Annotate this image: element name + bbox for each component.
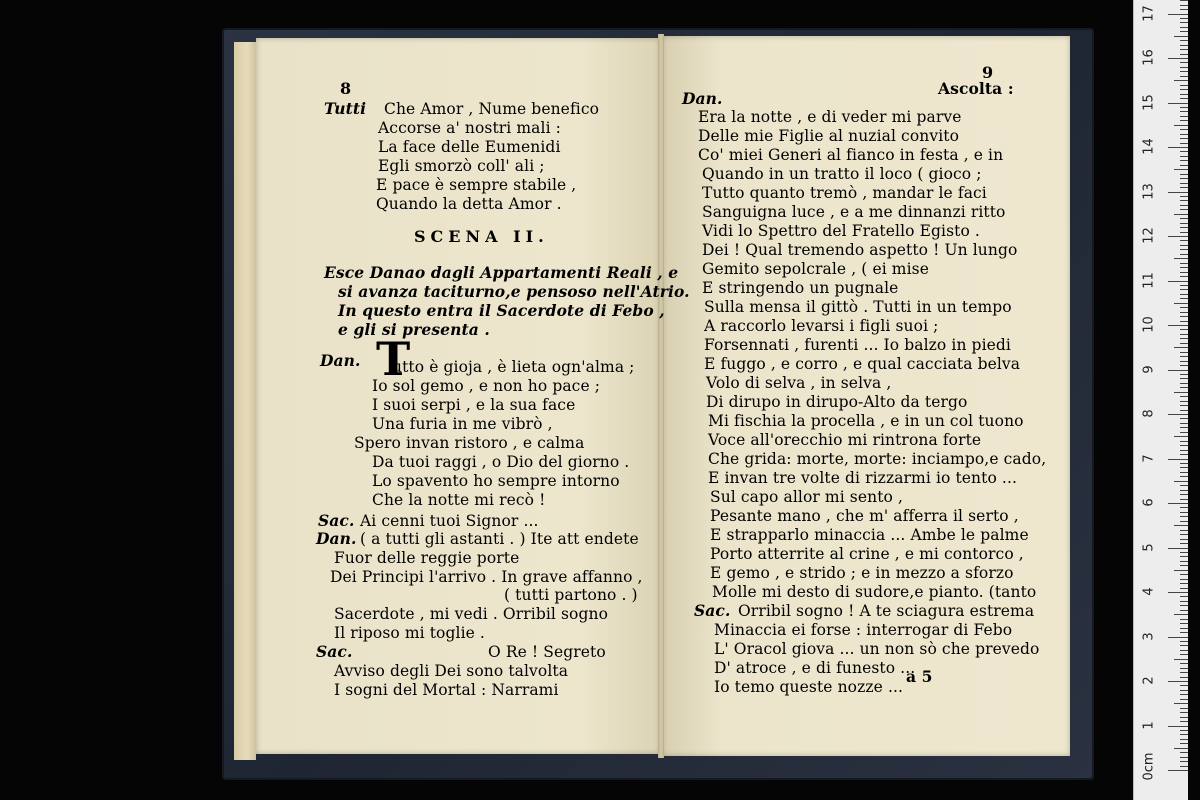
ruler-tick bbox=[1174, 436, 1188, 437]
ruler-tick bbox=[1180, 0, 1188, 1]
ruler-tick bbox=[1180, 494, 1188, 495]
ruler-tick bbox=[1180, 641, 1188, 642]
right-page-line: Mi fischia la procella , e in un col tuono bbox=[708, 412, 1024, 430]
ruler-tick bbox=[1180, 463, 1188, 464]
ruler-tick bbox=[1180, 401, 1188, 402]
left-page-line: Il riposo mi toglie . bbox=[334, 624, 485, 642]
ruler-tick bbox=[1180, 312, 1188, 313]
left-page-line: ( a tutti gli astanti . ) Ite att endete bbox=[360, 530, 639, 548]
ruler-tick bbox=[1180, 668, 1188, 669]
left-page-line: Dan. bbox=[320, 351, 361, 370]
right-page-line: Pesante mano , che m' afferra il serto , bbox=[710, 507, 1019, 525]
ruler-tick bbox=[1180, 530, 1188, 531]
book-gutter bbox=[658, 34, 664, 758]
right-page-line: Minaccia ei forse : interrogar di Febo bbox=[714, 621, 1013, 639]
ruler-tick bbox=[1180, 218, 1188, 219]
catchword-top: Ascolta : bbox=[938, 79, 1014, 98]
ruler-tick bbox=[1180, 387, 1188, 388]
ruler-tick bbox=[1180, 454, 1188, 455]
ruler-tick bbox=[1180, 677, 1188, 678]
ruler-tick bbox=[1180, 650, 1188, 651]
ruler-tick bbox=[1174, 703, 1188, 704]
right-page-line: Sul capo allor mi sento , bbox=[710, 488, 904, 506]
ruler-tick bbox=[1180, 183, 1188, 184]
right-page-line: Delle mie Figlie al nuzial convito bbox=[698, 127, 960, 145]
left-page-line: Lo spavento ho sempre intorno bbox=[372, 472, 620, 490]
ruler-tick bbox=[1180, 739, 1188, 740]
ruler-tick bbox=[1180, 67, 1188, 68]
ruler-tick bbox=[1180, 521, 1188, 522]
ruler-tick bbox=[1180, 334, 1188, 335]
left-page-line: Fuor delle reggie porte bbox=[334, 549, 520, 567]
ruler-tick bbox=[1174, 748, 1188, 749]
ruler-tick bbox=[1180, 276, 1188, 277]
right-page-line: Sac. bbox=[694, 601, 731, 620]
ruler-number: 6 bbox=[1141, 498, 1157, 507]
ruler-tick bbox=[1180, 596, 1188, 597]
ruler-tick bbox=[1180, 708, 1188, 709]
ruler-tick bbox=[1180, 232, 1188, 233]
ruler-number: 16 bbox=[1141, 49, 1157, 66]
ruler-tick bbox=[1174, 392, 1188, 393]
ruler-number: 9 bbox=[1141, 364, 1157, 374]
ruler-tick bbox=[1180, 254, 1188, 255]
ruler-tick bbox=[1168, 236, 1188, 237]
left-page-line: Io sol gemo , e non ho pace ; bbox=[372, 377, 601, 395]
ruler-tick bbox=[1168, 548, 1188, 549]
measuring-ruler bbox=[1133, 0, 1188, 800]
ruler-tick bbox=[1180, 721, 1188, 722]
ruler-tick bbox=[1180, 752, 1188, 753]
right-page-line: D' atroce , e di funesto ... bbox=[714, 659, 916, 677]
left-page-line: Esce Danao dagli Appartamenti Reali , e bbox=[324, 263, 679, 282]
ruler-tick bbox=[1168, 681, 1188, 682]
right-page-line: Vidi lo Spettro del Fratello Egisto . bbox=[702, 222, 980, 240]
ruler-tick bbox=[1180, 294, 1188, 295]
ruler-tick bbox=[1180, 200, 1188, 201]
ruler-tick bbox=[1180, 285, 1188, 286]
ruler-tick bbox=[1180, 601, 1188, 602]
ruler-tick bbox=[1180, 116, 1188, 117]
ruler-tick bbox=[1180, 85, 1188, 86]
ruler-tick bbox=[1174, 214, 1188, 215]
ruler-tick bbox=[1180, 654, 1188, 655]
ruler-tick bbox=[1174, 614, 1188, 615]
ruler-tick bbox=[1180, 272, 1188, 273]
ruler-number: 4 bbox=[1141, 587, 1157, 596]
ruler-tick bbox=[1180, 298, 1188, 299]
left-page-line: Ai cenni tuoi Signor ... bbox=[360, 512, 539, 530]
right-page-line: L' Oracol giova ... un non sò che prevedo bbox=[714, 640, 1040, 658]
ruler-tick bbox=[1180, 699, 1188, 700]
ruler-tick bbox=[1180, 672, 1188, 673]
right-page-line: E fuggo , e corro , e qual cacciata belva bbox=[704, 355, 1021, 373]
left-page-line: O Re ! Segreto bbox=[488, 643, 606, 661]
right-page-line: Porto atterrite al crine , e mi contorco , bbox=[710, 545, 1024, 563]
ruler-tick bbox=[1180, 583, 1188, 584]
right-page-line: Dan. bbox=[682, 89, 723, 108]
left-page-line: T bbox=[376, 332, 411, 386]
right-page-line: E gemo , e strido ; e in mezzo a sforzo bbox=[710, 564, 1014, 582]
right-page-line: Gemito sepolcrale , ( ei mise bbox=[702, 260, 929, 278]
ruler-tick bbox=[1180, 507, 1188, 508]
left-page-line: Che la notte mi recò ! bbox=[372, 491, 546, 509]
ruler-tick bbox=[1180, 467, 1188, 468]
right-page-line: E invan tre volte di rizzarmi io tento ... bbox=[708, 469, 1018, 487]
ruler-tick bbox=[1174, 125, 1188, 126]
ruler-tick bbox=[1180, 321, 1188, 322]
ruler-number: 14 bbox=[1141, 138, 1157, 155]
ruler-tick bbox=[1180, 138, 1188, 139]
ruler-tick bbox=[1180, 245, 1188, 246]
ruler-tick bbox=[1168, 281, 1188, 282]
ruler-tick bbox=[1180, 450, 1188, 451]
ruler-number: 7 bbox=[1141, 453, 1157, 463]
left-page-line: Una furia in me vibrò , bbox=[372, 415, 553, 433]
ruler-tick bbox=[1180, 94, 1188, 95]
ruler-tick bbox=[1180, 174, 1188, 175]
right-page-line: Che grida: morte, morte: inciampo,e cado, bbox=[708, 450, 1047, 468]
left-page-line: Accorse a' nostri mali : bbox=[378, 119, 561, 137]
right-page-line: Volo di selva , in selva , bbox=[706, 374, 892, 392]
left-page-line: e gli si presenta . bbox=[338, 320, 490, 339]
ruler-tick bbox=[1180, 730, 1188, 731]
ruler-tick bbox=[1180, 499, 1188, 500]
ruler-tick bbox=[1180, 76, 1188, 77]
ruler-tick bbox=[1168, 192, 1188, 193]
ruler-tick bbox=[1180, 156, 1188, 157]
ruler-tick bbox=[1180, 165, 1188, 166]
ruler-tick bbox=[1180, 632, 1188, 633]
ruler-tick bbox=[1174, 169, 1188, 170]
ruler-tick bbox=[1180, 423, 1188, 424]
ruler-tick bbox=[1180, 378, 1188, 379]
ruler-number: 2 bbox=[1141, 676, 1157, 685]
signature-mark: a 5 bbox=[906, 667, 933, 686]
ruler-tick bbox=[1180, 352, 1188, 353]
ruler-tick bbox=[1180, 329, 1188, 330]
ruler-tick bbox=[1180, 441, 1188, 442]
ruler-number: 15 bbox=[1141, 93, 1157, 111]
ruler-tick bbox=[1180, 209, 1188, 210]
ruler-tick bbox=[1180, 539, 1188, 540]
ruler-tick bbox=[1180, 543, 1188, 544]
ruler-tick bbox=[1168, 592, 1188, 593]
ruler-tick bbox=[1180, 490, 1188, 491]
ruler-tick bbox=[1180, 45, 1188, 46]
ruler-tick bbox=[1180, 267, 1188, 268]
ruler-tick bbox=[1180, 160, 1188, 161]
ruler-tick bbox=[1168, 414, 1188, 415]
ruler-tick bbox=[1180, 694, 1188, 695]
ruler-tick bbox=[1180, 766, 1188, 767]
ruler-tick bbox=[1180, 476, 1188, 477]
left-page-line: In questo entra il Sacerdote di Febo , bbox=[338, 301, 665, 320]
right-page-line: Dei ! Qual tremendo aspetto ! Un lungo bbox=[702, 241, 1018, 259]
ruler-tick bbox=[1180, 445, 1188, 446]
ruler-number: 1 bbox=[1141, 720, 1157, 730]
ruler-tick bbox=[1180, 432, 1188, 433]
ruler-tick bbox=[1168, 325, 1188, 326]
ruler-tick bbox=[1180, 31, 1188, 32]
ruler-tick bbox=[1180, 27, 1188, 28]
ruler-tick bbox=[1174, 258, 1188, 259]
right-page-line: Sulla mensa il gittò . Tutti in un tempo bbox=[704, 298, 1012, 316]
ruler-number: 12 bbox=[1141, 227, 1157, 244]
ruler-tick bbox=[1180, 249, 1188, 250]
left-page-line: SCENA II. bbox=[414, 227, 549, 246]
ruler-unit-label: 0cm bbox=[1141, 752, 1157, 781]
ruler-tick bbox=[1180, 396, 1188, 397]
ruler-tick bbox=[1180, 307, 1188, 308]
right-page-line: A raccorlo levarsi i figli suoi ; bbox=[704, 317, 939, 335]
ruler-tick bbox=[1168, 147, 1188, 148]
left-page-line: Tutti bbox=[324, 99, 367, 118]
left-page-line: I suoi serpi , e la sua face bbox=[372, 396, 576, 414]
left-page-line: E pace è sempre stabile , bbox=[376, 176, 577, 194]
ruler-tick bbox=[1180, 263, 1188, 264]
ruler-tick bbox=[1168, 459, 1188, 460]
ruler-tick bbox=[1180, 205, 1188, 206]
ruler-tick bbox=[1180, 316, 1188, 317]
ruler-tick bbox=[1180, 129, 1188, 130]
ruler-tick bbox=[1174, 525, 1188, 526]
ruler-tick bbox=[1180, 383, 1188, 384]
right-page-number: 9 bbox=[982, 63, 994, 82]
ruler-tick bbox=[1180, 534, 1188, 535]
right-page-line: Voce all'orecchio mi rintrona forte bbox=[708, 431, 982, 449]
ruler-tick bbox=[1168, 370, 1188, 371]
left-page-line: La face delle Eumenidi bbox=[378, 138, 561, 156]
ruler-tick bbox=[1180, 98, 1188, 99]
ruler-number: 11 bbox=[1141, 271, 1157, 289]
right-page-line: Quando in un tratto il loco ( gioco ; bbox=[702, 165, 982, 183]
ruler-tick bbox=[1180, 472, 1188, 473]
left-page-line: Dei Principi l'arrivo . In grave affanno , bbox=[330, 568, 643, 586]
ruler-tick bbox=[1174, 481, 1188, 482]
ruler-tick bbox=[1180, 574, 1188, 575]
right-page-line: Orribil sogno ! A te sciagura estrema bbox=[738, 602, 1035, 620]
ruler-tick bbox=[1180, 588, 1188, 589]
ruler-tick bbox=[1180, 712, 1188, 713]
ruler-tick bbox=[1168, 503, 1188, 504]
ruler-number: 8 bbox=[1141, 409, 1157, 418]
ruler-tick bbox=[1180, 22, 1188, 23]
ruler-tick bbox=[1180, 62, 1188, 63]
ruler-tick bbox=[1180, 685, 1188, 686]
ruler-tick bbox=[1180, 628, 1188, 629]
ruler-tick bbox=[1180, 151, 1188, 152]
ruler-tick bbox=[1180, 552, 1188, 553]
ruler-tick bbox=[1168, 637, 1188, 638]
ruler-tick bbox=[1180, 361, 1188, 362]
right-page-line: E strapparlo minaccia ... Ambe le palme bbox=[710, 526, 1029, 544]
ruler-tick bbox=[1180, 717, 1188, 718]
left-page-line: si avanza taciturno,e pensoso nell'Atrio. bbox=[338, 282, 690, 301]
left-page-line: utto è gioja , è lieta ogn'alma ; bbox=[392, 358, 635, 376]
ruler-tick bbox=[1174, 347, 1188, 348]
ruler-tick bbox=[1180, 556, 1188, 557]
ruler-tick bbox=[1180, 54, 1188, 55]
ruler-number: 3 bbox=[1141, 631, 1157, 641]
ruler-number: 5 bbox=[1141, 542, 1157, 552]
ruler-tick bbox=[1180, 49, 1188, 50]
ruler-tick bbox=[1180, 289, 1188, 290]
ruler-tick bbox=[1180, 743, 1188, 744]
ruler-tick bbox=[1174, 36, 1188, 37]
right-page-line: Co' miei Generi al fianco in festa , e in bbox=[698, 146, 1004, 164]
page-edges bbox=[234, 42, 256, 760]
ruler-tick bbox=[1180, 196, 1188, 197]
left-page-line: Dan. bbox=[316, 529, 357, 548]
ruler-tick bbox=[1180, 71, 1188, 72]
ruler-tick bbox=[1174, 659, 1188, 660]
ruler-tick bbox=[1180, 761, 1188, 762]
ruler-tick bbox=[1180, 9, 1188, 10]
ruler-number: 17 bbox=[1141, 4, 1157, 22]
left-page-line: Quando la detta Amor . bbox=[376, 195, 562, 213]
ruler-tick bbox=[1168, 103, 1188, 104]
left-page-line: Da tuoi raggi , o Dio del giorno . bbox=[372, 453, 630, 471]
ruler-tick bbox=[1168, 58, 1188, 59]
ruler-tick bbox=[1174, 80, 1188, 81]
left-page-line: ( tutti partono . ) bbox=[504, 586, 638, 604]
right-page-line: Molle mi desto di sudore,e pianto. (tanto bbox=[712, 583, 1037, 601]
ruler-tick bbox=[1180, 120, 1188, 121]
ruler-tick bbox=[1180, 5, 1188, 6]
left-page-line: I sogni del Mortal : Narrami bbox=[334, 681, 559, 699]
ruler-tick bbox=[1180, 187, 1188, 188]
right-page-line: Tutto quanto tremò , mandar le faci bbox=[702, 184, 987, 202]
ruler-tick bbox=[1180, 405, 1188, 406]
ruler-tick bbox=[1180, 111, 1188, 112]
ruler-tick bbox=[1180, 512, 1188, 513]
left-page-line: Che Amor , Nume benefico bbox=[384, 100, 600, 118]
ruler-tick bbox=[1180, 18, 1188, 19]
ruler-tick bbox=[1180, 40, 1188, 41]
ruler-tick bbox=[1180, 645, 1188, 646]
ruler-number: 13 bbox=[1141, 182, 1157, 200]
ruler-tick bbox=[1180, 227, 1188, 228]
left-page-line: Sac. bbox=[318, 511, 355, 530]
right-page-line: Io temo queste nozze ... bbox=[714, 678, 904, 696]
ruler-tick bbox=[1180, 410, 1188, 411]
ruler-number: 10 bbox=[1141, 316, 1157, 333]
ruler-tick bbox=[1180, 178, 1188, 179]
left-page-line: Sac. bbox=[316, 642, 353, 661]
ruler-tick bbox=[1168, 770, 1188, 771]
ruler-tick bbox=[1180, 623, 1188, 624]
ruler-tick bbox=[1174, 570, 1188, 571]
ruler-tick bbox=[1180, 619, 1188, 620]
ruler-tick bbox=[1180, 365, 1188, 366]
ruler-tick bbox=[1180, 579, 1188, 580]
ruler-tick bbox=[1168, 726, 1188, 727]
ruler-tick bbox=[1180, 734, 1188, 735]
left-page-line: Sacerdote , mi vedi . Orribil sogno bbox=[334, 605, 609, 623]
ruler-tick bbox=[1180, 223, 1188, 224]
ruler-tick bbox=[1168, 14, 1188, 15]
ruler-tick bbox=[1180, 240, 1188, 241]
ruler-tick bbox=[1174, 303, 1188, 304]
ruler-tick bbox=[1180, 565, 1188, 566]
ruler-tick bbox=[1180, 663, 1188, 664]
ruler-tick bbox=[1180, 427, 1188, 428]
ruler-tick bbox=[1180, 143, 1188, 144]
left-page-line: Egli smorzò coll' ali ; bbox=[378, 157, 545, 175]
ruler-tick bbox=[1180, 605, 1188, 606]
ruler-tick bbox=[1180, 134, 1188, 135]
right-page-line: E stringendo un pugnale bbox=[702, 279, 899, 297]
ruler-tick bbox=[1180, 356, 1188, 357]
ruler-tick bbox=[1180, 89, 1188, 90]
ruler-tick bbox=[1180, 485, 1188, 486]
left-page-line: Avviso degli Dei sono talvolta bbox=[334, 662, 569, 680]
ruler-tick bbox=[1180, 418, 1188, 419]
right-page-line: Sanguigna luce , e a me dinnanzi ritto bbox=[702, 203, 1006, 221]
left-page-line: Spero invan ristoro , e calma bbox=[354, 434, 585, 452]
right-page-line: Forsennati , furenti ... Io balzo in piedi bbox=[704, 336, 1011, 354]
right-page-line: Era la notte , e di veder mi parve bbox=[698, 108, 962, 126]
ruler-tick bbox=[1180, 107, 1188, 108]
ruler-tick bbox=[1180, 516, 1188, 517]
ruler-tick bbox=[1180, 690, 1188, 691]
ruler-tick bbox=[1180, 338, 1188, 339]
right-page-line: Di dirupo in dirupo-Alto da tergo bbox=[706, 393, 968, 411]
ruler-tick bbox=[1180, 561, 1188, 562]
ruler-tick bbox=[1180, 757, 1188, 758]
ruler-tick bbox=[1180, 374, 1188, 375]
ruler-tick bbox=[1180, 610, 1188, 611]
ruler-tick bbox=[1180, 343, 1188, 344]
left-page-number: 8 bbox=[340, 79, 352, 98]
